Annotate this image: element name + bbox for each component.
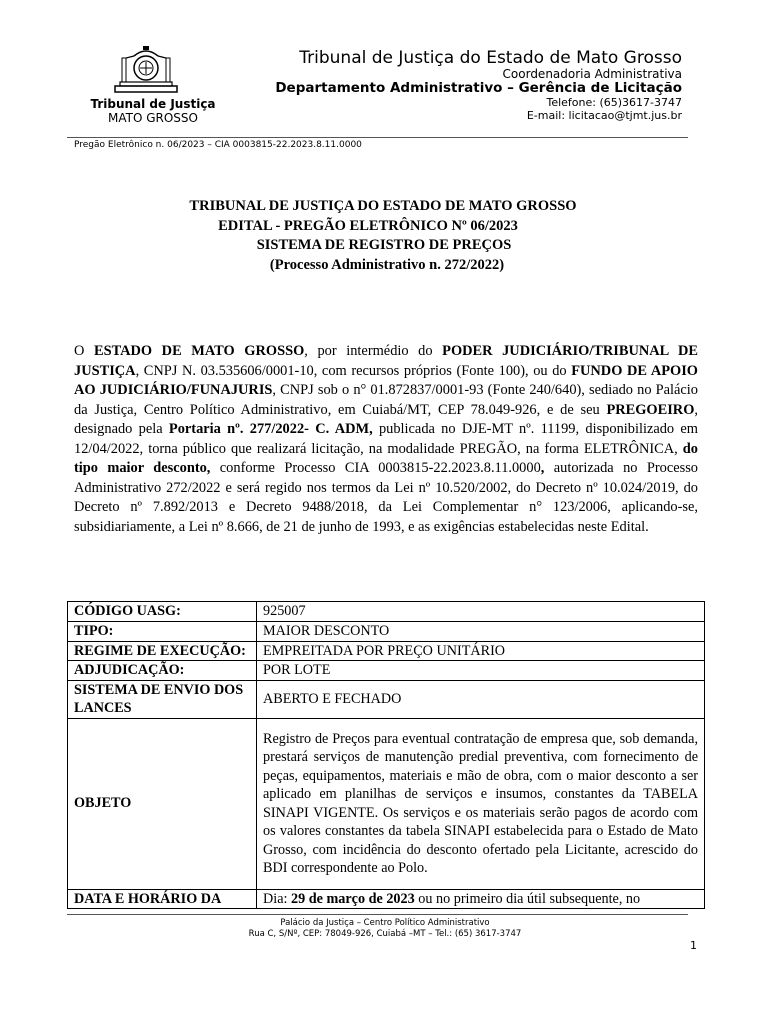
data-date: 29 de março de 2023	[290, 890, 415, 907]
text-run: autorizada no Processo Administrativo 272/2022 e será regido nos termos da Lei nº 10.520/2002, do Decreto nº 10.024/2019, do Decreto nº 7.892/2013 e Decreto 9488/2018, da Lei Complementar n° 123/2006, aplicando-se, subsidiariamente, a Lei nº 8.666, de 21 de junho de 1993, e as exigências estabelecidas neste Edital.	[74, 460, 698, 535]
envio-label-line-2: LANCES	[74, 700, 132, 716]
table-row	[68, 622, 705, 642]
envio-label-line-1: SISTEMA DE ENVIO DOS	[74, 681, 244, 698]
regime-value: EMPREITADA POR PREÇO UNITÁRIO	[257, 641, 705, 661]
bold-run: FUNDO DE APOIO AO JUDICIÁRIO/FUNAJURIS	[74, 362, 698, 398]
data-label: DATA E HORÁRIO DA	[68, 889, 257, 909]
emblem-state-name: MATO GROSSO	[108, 111, 198, 125]
edital-summary-table	[67, 601, 705, 909]
envio-value: ABERTO E FECHADO	[257, 680, 705, 718]
text-run: , por intermédio do	[304, 343, 443, 359]
objeto-value	[257, 718, 705, 889]
text-run: , CNPJ N. 03.535606/0001-10, com recursos próprios (Fonte 100), ou do	[135, 362, 572, 379]
bold-run: PODER JUDICIÁRIO/TRIBUNAL DE JUSTIÇA	[74, 343, 699, 379]
bold-run: ESTADO DE MATO GROSSO	[93, 343, 305, 359]
header-phone: Telefone: (65)3617-3747	[546, 96, 682, 109]
table-row	[68, 661, 705, 681]
adjudicacao-value: POR LOTE	[257, 661, 705, 681]
header-email: E-mail: licitacao@tjmt.jus.br	[526, 109, 682, 122]
data-prefix: Dia:	[263, 890, 291, 907]
bold-run: Portaria nº. 277/2022- C. ADM,	[168, 421, 373, 437]
bold-run: do tipo maior desconto,	[74, 440, 698, 476]
uasg-label: CÓDIGO UASG:	[68, 602, 257, 622]
data-value	[257, 889, 705, 909]
document-reference: Pregão Eletrônico n. 06/2023 – CIA 0003815-22.2023.8.11.0000	[74, 140, 362, 150]
title-line-1: TRIBUNAL DE JUSTIÇA DO ESTADO DE MATO GROSSO	[189, 198, 577, 214]
table-row	[68, 680, 705, 718]
tipo-value: MAIOR DESCONTO	[257, 622, 705, 642]
footer-divider	[67, 914, 688, 915]
header-divider	[67, 137, 688, 138]
bold-run: PREGOEIRO	[606, 401, 695, 418]
regime-label: REGIME DE EXECUÇÃO:	[68, 641, 257, 661]
envio-label	[68, 680, 257, 718]
footer-address-line-1: Palácio da Justiça – Centro Político Administrativo	[280, 918, 490, 928]
text-run: publicada no DJE-MT nº. 11199, disponibilizado em 12/04/2022, torna público que realizará licitação, na modalidade PREGÃO, na forma ELETRÔNICA,	[74, 421, 698, 457]
page-number: 1	[690, 939, 697, 952]
data-suffix: ou no primeiro dia útil subsequente, no	[414, 890, 641, 907]
text-run: , designado pela	[74, 401, 698, 437]
objeto-text: Registro de Preços para eventual contratação de empresa que, sob demanda, prestará serviços de manutenção predial preventiva, com fornecimento de peças, equipamentos, materiais e mão de obra, com o maior desconto a ser aplicado em planilhas de serviços e insumos, constantes da TABELA SINAPI VIGENTE. Os serviços e os materiais serão pagos de acordo com os valores constantes da tabela SINAPI estabelecida para o Estado de Mato Grosso, com incidência do desconto ofertado pela Licitante, acrescido do BDI correspondente ao Polo.	[263, 730, 698, 876]
table-row	[68, 718, 705, 889]
adjudicacao-label: ADJUDICAÇÃO:	[68, 661, 257, 681]
text-run: , CNPJ sob o n° 01.872837/0001-93 (Fonte 240/640), sediado no Palácio da Justiça, Centro Político Administrativo, em Cuiabá/MT, CEP 78.049-926, e de seu	[74, 382, 698, 418]
table-row	[68, 602, 705, 622]
court-seal-icon	[112, 44, 180, 96]
title-line-3: SISTEMA DE REGISTRO DE PREÇOS	[256, 237, 512, 253]
bold-run: ,	[540, 460, 545, 476]
footer-address-line-2: Rua C, S/Nº, CEP: 78049-926, Cuiabá –MT – Tel.: (65) 3617-3747	[248, 929, 522, 939]
uasg-value: 925007	[257, 602, 705, 622]
header-coordination: Coordenadoria Administrativa	[502, 67, 682, 81]
header-department: Departamento Administrativo – Gerência de Licitação	[275, 80, 682, 96]
header-title: Tribunal de Justiça do Estado de Mato Grosso	[299, 48, 682, 68]
tipo-label: TIPO:	[68, 622, 257, 642]
table-row	[68, 889, 705, 909]
title-line-2: EDITAL - PREGÃO ELETRÔNICO Nº 06/2023	[218, 218, 518, 234]
title-line-4: (Processo Administrativo n. 272/2022)	[269, 257, 505, 273]
text-run: O	[74, 343, 94, 359]
table-row	[68, 641, 705, 661]
emblem-court-name: Tribunal de Justiça	[90, 97, 216, 111]
objeto-label: OBJETO	[68, 718, 257, 889]
text-run: conforme Processo CIA 0003815-22.2023.8.11.0000	[210, 460, 541, 476]
preamble-paragraph	[74, 342, 698, 537]
